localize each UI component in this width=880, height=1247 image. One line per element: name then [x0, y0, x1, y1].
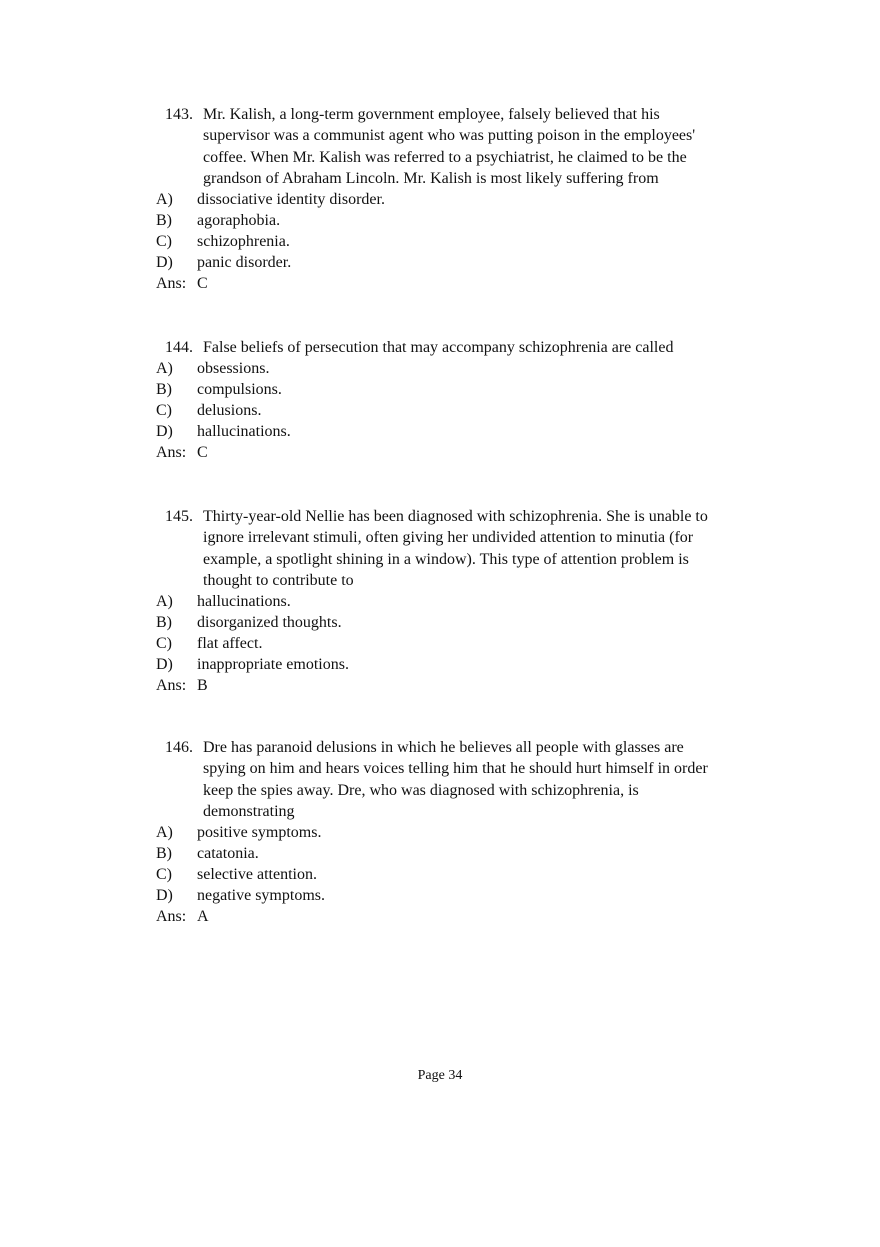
question-number: 146.	[165, 739, 193, 756]
question-stem	[0, 337, 763, 358]
option-text: panic disorder.	[197, 254, 292, 272]
option-text: positive symptoms.	[197, 824, 322, 842]
option-letter: A)	[156, 360, 173, 378]
option-c	[0, 400, 880, 421]
option-letter: C)	[156, 233, 172, 251]
stem-line: Dre has paranoid delusions in which he believes all people with glasses are	[203, 739, 684, 756]
option-d	[0, 885, 880, 906]
answer-label: Ans:	[156, 444, 187, 462]
option-letter: C)	[156, 866, 172, 884]
stem-line: spying on him and hears voices telling him that he should hurt himself in order	[203, 760, 708, 778]
option-b	[0, 210, 880, 231]
option-letter: D)	[156, 254, 173, 272]
option-letter: A)	[156, 191, 173, 209]
answer-label: Ans:	[156, 908, 187, 926]
stem-line: supervisor was a communist agent who was putting poison in the employees'	[203, 127, 696, 145]
option-text: disorganized thoughts.	[197, 614, 342, 632]
option-letter: C)	[156, 402, 172, 420]
option-d	[0, 421, 880, 442]
answer-value: C	[197, 275, 208, 293]
option-letter: B)	[156, 845, 172, 863]
option-b	[0, 612, 880, 633]
option-a	[0, 591, 880, 612]
stem-line: coffee. When Mr. Kalish was referred to a psychiatrist, he claimed to be the	[203, 148, 687, 166]
option-text: agoraphobia.	[197, 212, 281, 230]
answer-label: Ans:	[156, 275, 187, 293]
option-text: selective attention.	[197, 866, 317, 884]
option-a	[0, 358, 880, 379]
option-letter: B)	[156, 212, 172, 230]
answer-line	[0, 442, 880, 463]
option-text: flat affect.	[197, 635, 263, 653]
answer-value: B	[197, 677, 208, 695]
answer-value: A	[197, 908, 209, 926]
option-a	[0, 189, 880, 210]
question-number: 143.	[165, 106, 193, 123]
stem-line: Mr. Kalish, a long-term government employee, falsely believed that his	[203, 106, 660, 123]
option-b	[0, 379, 880, 400]
option-letter: D)	[156, 423, 173, 441]
option-c	[0, 231, 880, 252]
question-number: 145.	[165, 508, 193, 525]
option-c	[0, 864, 880, 885]
option-text: schizophrenia.	[197, 233, 290, 251]
option-letter: B)	[156, 381, 172, 399]
stem-line: grandson of Abraham Lincoln. Mr. Kalish is most likely suffering from	[203, 169, 659, 187]
option-text: catatonia.	[197, 845, 259, 863]
option-text: compulsions.	[197, 381, 282, 399]
stem-line: keep the spies away. Dre, who was diagnosed with schizophrenia, is	[203, 781, 639, 799]
stem-line: thought to contribute to	[203, 571, 354, 589]
option-letter: D)	[156, 887, 173, 905]
question-stem	[0, 104, 763, 189]
option-text: negative symptoms.	[197, 887, 325, 905]
option-text: hallucinations.	[197, 593, 291, 611]
option-letter: B)	[156, 614, 172, 632]
option-letter: A)	[156, 824, 173, 842]
option-a	[0, 822, 880, 843]
page-number: Page 34	[417, 1068, 463, 1083]
option-letter: C)	[156, 635, 172, 653]
stem-line: False beliefs of persecution that may accompany schizophrenia are called	[203, 339, 674, 356]
option-text: inappropriate emotions.	[197, 656, 349, 674]
stem-line: example, a spotlight shining in a window). This type of attention problem is	[203, 550, 689, 568]
question-144	[0, 337, 880, 463]
stem-line: ignore irrelevant stimuli, often giving her undivided attention to minutia (for	[203, 529, 694, 547]
question-stem	[0, 737, 763, 822]
option-text: dissociative identity disorder.	[197, 191, 385, 209]
question-stem	[0, 506, 763, 591]
question-143	[0, 104, 880, 294]
answer-line	[0, 273, 880, 294]
answer-line	[0, 906, 880, 927]
answer-label: Ans:	[156, 677, 187, 695]
option-text: obsessions.	[197, 360, 270, 378]
option-d	[0, 252, 880, 273]
option-text: hallucinations.	[197, 423, 291, 441]
option-c	[0, 633, 880, 654]
question-146	[0, 737, 880, 927]
stem-line: Thirty-year-old Nellie has been diagnosed with schizophrenia. She is unable to	[203, 508, 708, 525]
option-text: delusions.	[197, 402, 262, 420]
answer-value: C	[197, 444, 208, 462]
stem-line: demonstrating	[203, 802, 295, 820]
option-letter: A)	[156, 593, 173, 611]
question-number: 144.	[165, 339, 193, 356]
question-145	[0, 506, 880, 696]
option-letter: D)	[156, 656, 173, 674]
answer-line	[0, 675, 880, 696]
option-b	[0, 843, 880, 864]
option-d	[0, 654, 880, 675]
